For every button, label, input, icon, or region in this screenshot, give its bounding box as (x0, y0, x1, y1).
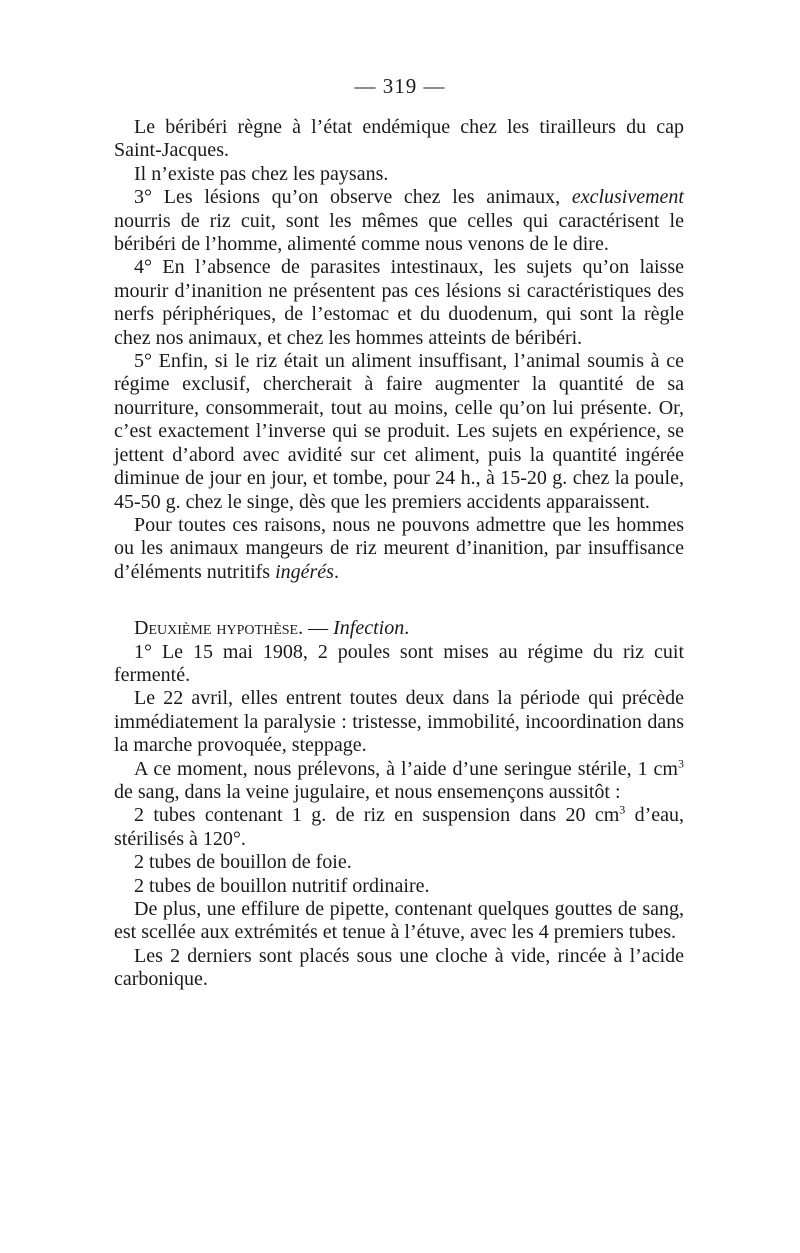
paragraph: A ce moment, nous prélevons, à l’aide d’une seringue stérile, 1 $cm^3$ de sang, dans la veine jugulaire, et nous ensemençons aussitôt : (114, 755, 684, 803)
paragraph: 2 tubes de bouillon nutritif ordinaire. (134, 874, 430, 897)
paragraph: Il n’existe pas chez les paysans. (134, 162, 389, 185)
page-number: — 319 — (354, 74, 446, 98)
paragraph: 2 tubes contenant 1 g. de riz en suspension dans 20 $cm^3$ d’eau, stérilisés à 120°. (114, 802, 685, 850)
paragraph: 2 tubes de bouillon de foie. (134, 851, 352, 874)
paragraph: 3° Les lésions qu’on observe chez les animaux, exclusivement nourris de riz cuit, sont les mêmes que celles qui caractérisent le béribéri de l’homme, alimenté comme nous venons de le dire. (114, 186, 684, 256)
paragraph: De plus, une effilure de pipette, contenant quelques gouttes de sang, est scellée aux extrémités et tenue à l’étuve, avec les 4 premiers tubes. (114, 898, 684, 944)
paragraph: Le 22 avril, elles entrent toutes deux dans la période qui précède immédiatement la paralysie : tristesse, immobilité, incoordination dans la marche provoquée, steppage. (114, 687, 684, 757)
paragraph: 1° Le 15 mai 1908, 2 poules sont mises au régime du riz cuit fermenté. (114, 640, 684, 686)
paragraph: Le béribéri règne à l’état endémique chez les tirailleurs du cap Saint-Jacques. (114, 116, 684, 162)
emphasis: exclusivement (571, 186, 684, 209)
paragraph: Les 2 derniers sont placés sous une cloche à vide, rincée à l’acide carbonique. (114, 944, 684, 991)
paragraph: 5° Enfin, si le riz était un aliment insuffisant, l’animal soumis à ce régime exclusif, chercherait à faire augmenter la quantité de sa nourriture, consommerait, tout au moins, celle qu’on lui présente. Or, c’est exactement l’inverse qui se produit. Les sujets en expérience, se jettent d’abord avec avidité sur cet aliment, puis la quantité ingérée diminue de jour en jour, et tombe, pour 24 h., à 15-20 g. chez la poule, 45-50 g. chez le singe, dès que les premiers accidents apparaissent. (114, 350, 684, 513)
paragraph: Pour toutes ces raisons, nous ne pouvons admettre que les hommes ou les animaux mangeurs de riz meurent d’inanition, par insuffisance d’éléments nutritifs ingérés. (114, 513, 684, 583)
body-text (114, 116, 684, 992)
section-heading: Deuxième hypothèse. — Infection. (134, 617, 410, 640)
emphasis: ingérés (275, 560, 334, 583)
paragraph: 4° En l’absence de parasites intestinaux, les sujets qu’on laisse mourir d’inanition ne présentent pas ces lésions si caractéristiques des nerfs périphériques, de l’estomac et du duodenum, qui sont la règle chez nos animaux, et chez les hommes atteints de béribéri. (114, 256, 684, 349)
